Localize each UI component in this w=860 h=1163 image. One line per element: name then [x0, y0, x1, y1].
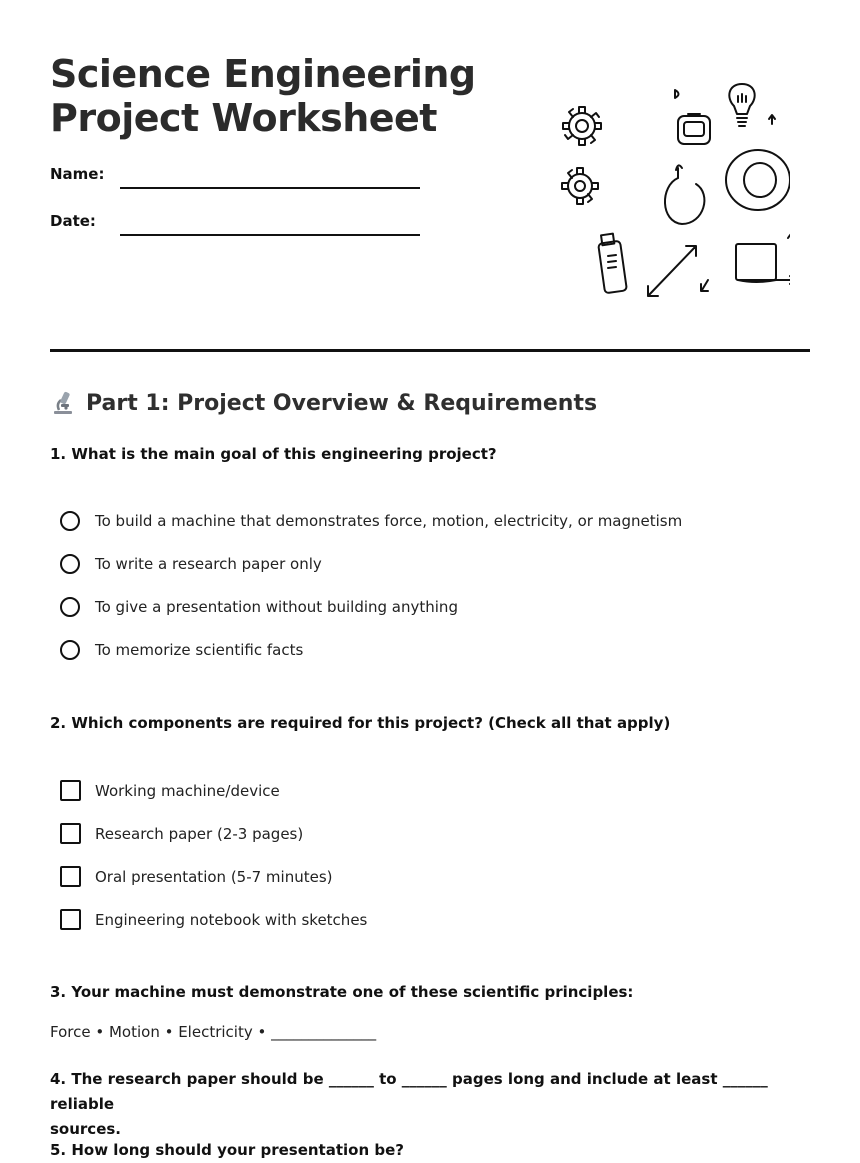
q1-option-3[interactable]: [60, 597, 458, 617]
checkbox[interactable]: [60, 780, 81, 801]
q1-option-1[interactable]: [60, 511, 682, 531]
arrow-icon: [769, 115, 775, 124]
option-label: Working machine/device: [95, 781, 280, 800]
option-label: To give a presentation without building anything: [95, 598, 458, 616]
question-1: 1. What is the main goal of this engineering project?: [50, 445, 497, 463]
letter-d-doodle: [675, 90, 679, 98]
question-5: 5. How long should your presentation be?: [50, 1141, 404, 1159]
radio-button[interactable]: [60, 511, 80, 531]
q1-option-4[interactable]: [60, 640, 303, 660]
section-divider: [50, 349, 810, 352]
radio-button[interactable]: [60, 640, 80, 660]
diagonal-arrow-icon: [648, 246, 696, 296]
date-field[interactable]: [120, 234, 420, 236]
option-label: To memorize scientific facts: [95, 641, 304, 659]
lightbulb-icon: [729, 84, 754, 126]
arrow-curved-icon: [788, 215, 790, 238]
checkbox[interactable]: [60, 909, 81, 930]
checkbox[interactable]: [60, 823, 81, 844]
battery-icon: [678, 114, 710, 144]
bottle-icon: [598, 234, 627, 294]
ring-icon: [726, 150, 790, 210]
name-field[interactable]: [120, 187, 420, 189]
q4-line-2: sources.: [50, 1120, 122, 1138]
question-2: 2. Which components are required for this project? (Check all that apply): [50, 714, 671, 732]
option-label: Research paper (2-3 pages): [95, 824, 304, 843]
question-3: 3. Your machine must demonstrate one of these scientific principles:: [50, 983, 634, 1001]
part1-title: Part 1: Project Overview & Requirements: [86, 390, 598, 416]
option-label: To build a machine that demonstrates force, motion, electricity, or magnetism: [95, 512, 683, 530]
option-label: Oral presentation (5-7 minutes): [95, 867, 333, 886]
radio-button[interactable]: [60, 597, 80, 617]
title-line-2: Project Worksheet: [50, 96, 437, 140]
question-4: [50, 1067, 790, 1142]
q3-answer-line[interactable]: Force • Motion • Electricity • ______________: [50, 1023, 377, 1041]
date-label: Date:: [50, 212, 96, 230]
part1-heading: [50, 390, 597, 416]
microscope-icon: [50, 390, 76, 416]
checkbox[interactable]: [60, 866, 81, 887]
notebook-icon: [736, 244, 790, 284]
q2-option-4[interactable]: [60, 909, 367, 930]
q2-option-3[interactable]: [60, 866, 333, 887]
radio-button[interactable]: [60, 554, 80, 574]
science-doodles-illustration: [550, 80, 790, 305]
magnet-icon: [665, 165, 704, 224]
q4-line-1: 4. The research paper should be ______ to ______ pages long and include at least ______ reliable: [50, 1070, 768, 1113]
name-label: Name:: [50, 165, 105, 183]
gear-icon: [562, 168, 598, 204]
q1-option-2[interactable]: [60, 554, 322, 574]
q2-option-2[interactable]: [60, 823, 303, 844]
option-label: To write a research paper only: [95, 555, 322, 573]
title-line-1: Science Engineering: [50, 52, 476, 96]
gear-icon: [563, 107, 601, 145]
option-label: Engineering notebook with sketches: [95, 910, 368, 929]
arrow-icon: [701, 280, 708, 291]
q2-option-1[interactable]: [60, 780, 280, 801]
page-title: [50, 52, 476, 140]
